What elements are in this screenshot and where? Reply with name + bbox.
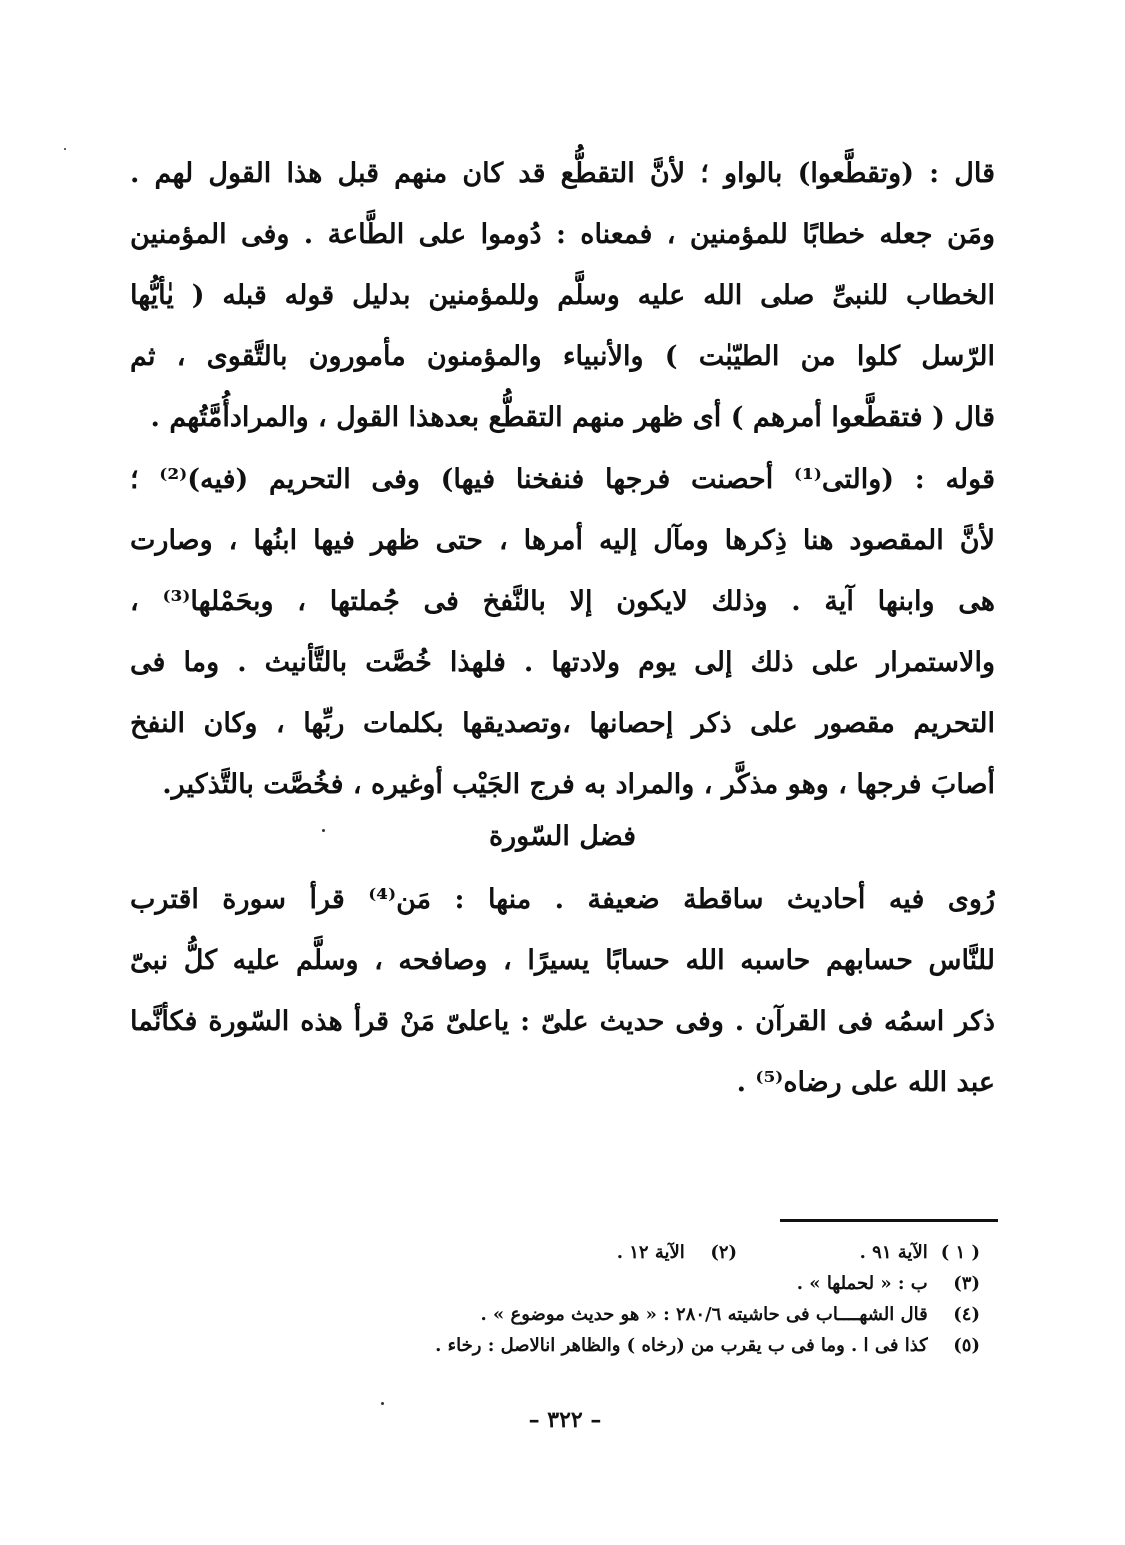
text-line: قال ( فتقطَّعوا أمرهم ) أى ظهر منهم التقطُّع بعدهذا القول ، والمرادأُمَّتُهم .	[150, 402, 995, 433]
scan-speck	[322, 829, 325, 832]
paragraph-tafsir-taqatta	[130, 143, 995, 448]
text-line: للنَّاس حسابهم حاسبه الله حسابًا يسيرًا ، وصافحه ، وسلَّم عليه كلُّ نبىّ	[130, 945, 995, 976]
footnote-number: (٣)	[953, 1273, 980, 1294]
footnote-text: قال الشهــــاب فى حاشيته ٢٨٠/٦ : « هو حديث موضوع » .	[480, 1304, 928, 1325]
footnote-number: (٤)	[953, 1304, 980, 1325]
page-number: – ٣٢٢ –	[528, 1407, 602, 1433]
footnote-number: (٢)	[710, 1242, 738, 1263]
paragraph-tafsir-ahsanat	[130, 449, 995, 815]
footnote-number: (٥)	[953, 1335, 980, 1356]
text-line: ذكر اسمُه فى القرآن . وفى حديث علىّ : ياعلىّ مَنْ قرأ هذه السّورة فكأنَّما	[130, 1006, 995, 1037]
footnote-row	[300, 1237, 980, 1268]
text-line: ومَن جعله خطابًا للمؤمنين ، فمعناه : دُوموا على الطَّاعة . وفى المؤمنين	[130, 219, 995, 250]
footnote-number: ( ١ )	[940, 1242, 980, 1263]
text-line: رُوى فيه أحاديث ساقطة ضعيفة . منها : مَن⁽⁴⁾ قرأ سورة اقترب	[130, 884, 995, 915]
scan-speck	[64, 148, 66, 150]
scan-speck	[381, 1402, 384, 1405]
footnote-row	[300, 1268, 980, 1299]
footnote-text: الآية ٩١ .	[859, 1242, 928, 1263]
text-line: لأنَّ المقصود هنا ذِكرها ومآل إليه أمرها ، حتى ظهر فيها ابنُها ، وصارت	[130, 525, 995, 556]
text-line: الرّسل كلوا من الطيّبٰت ) والأنبياء والمؤمنون مأمورون بالتَّقوى ، ثم	[130, 341, 995, 372]
footnote-text: كذا فى ا . وما فى ب يقرب من (رخاه ) والظاهر انالاصل : رخاء .	[435, 1335, 928, 1356]
text-line: التحريم مقصور على ذكر إحصانها ،وتصديقها بكلمات ربِّها ، وكان النفخ	[130, 708, 995, 739]
text-line: والاستمرار على ذلك إلى يوم ولادتها . فلهذا خُصَّت بالتَّأنيث . وما فى	[130, 647, 995, 678]
text-line: قوله : (والتى⁽¹⁾ أحصنت فرجها فنفخنا فيها) وفى التحريم (فيه)⁽²⁾ ؛	[130, 464, 995, 495]
text-line: الخطاب للنبىِّ صلى الله عليه وسلَّم وللمؤمنين بدليل قوله قبله ( يٰأيُّها	[130, 280, 995, 311]
footnote-row	[300, 1299, 980, 1330]
section-heading: فضل السّورة	[488, 821, 637, 852]
text-line: هى وابنها آية . وذلك لايكون إلا بالنَّفخ فى جُملتها ، وبحَمْلها⁽³⁾ ،	[130, 586, 995, 617]
text-line: عبد الله على رضاه⁽⁵⁾ .	[736, 1067, 995, 1098]
text-line: قال : (وتقطَّعوا) بالواو ؛ لأنَّ التقطُّع قد كان منهم قبل هذا القول لهم .	[130, 158, 995, 189]
footnote-text: الآية ١٢ .	[616, 1242, 685, 1263]
paragraph-fadl-surah	[130, 869, 995, 1113]
text-line: أصابَ فرجها ، وهو مذكَّر ، والمراد به فرج الجَيْب أوغيره ، فخُصَّت بالتَّذكير.	[162, 769, 995, 800]
footnote-divider	[780, 1219, 998, 1222]
footnote-text: ب : « لحملها » .	[796, 1273, 928, 1294]
footnote-row	[300, 1330, 980, 1361]
footnotes	[300, 1237, 980, 1361]
